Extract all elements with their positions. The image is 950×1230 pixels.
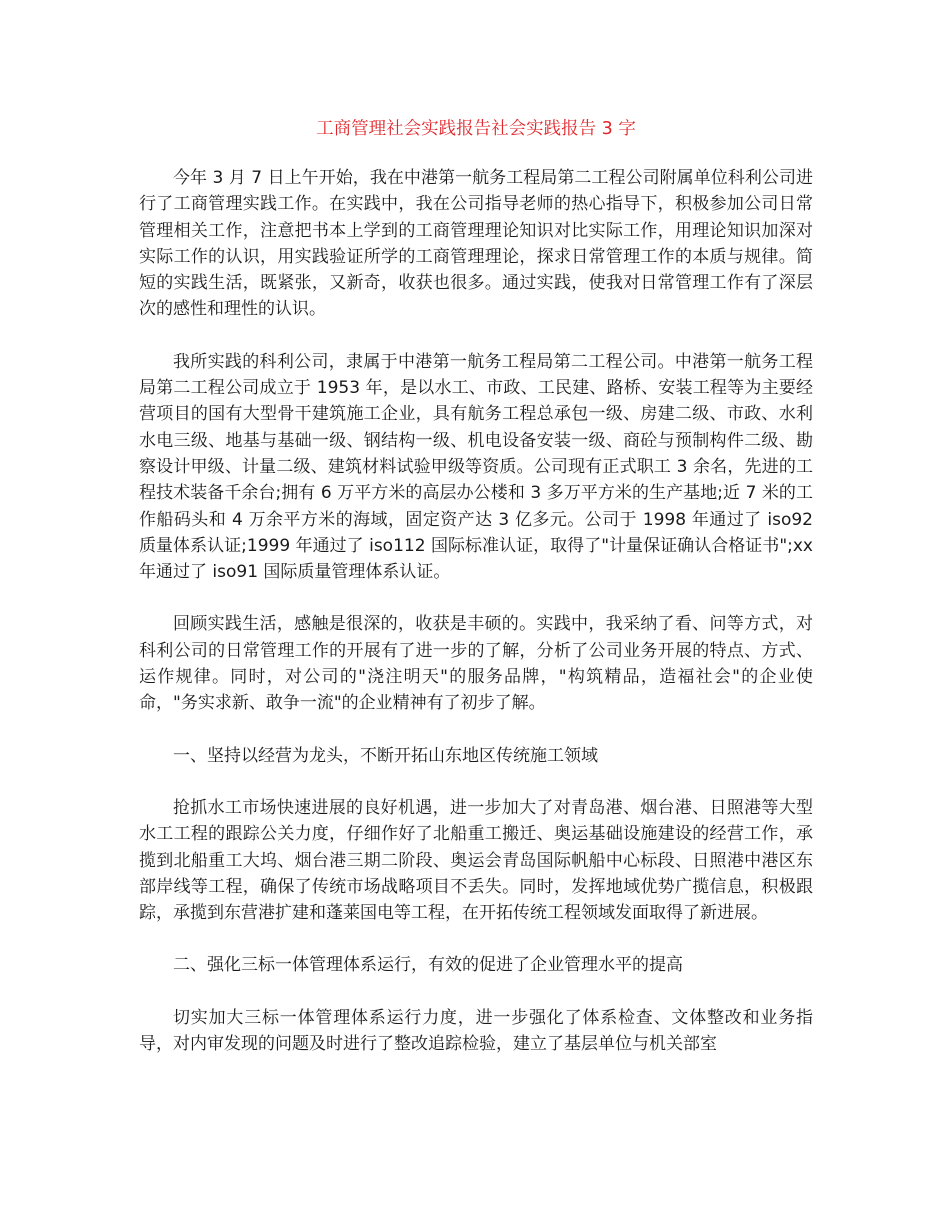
paragraph-intro: 今年 3 月 7 日上午开始，我在中港第一航务工程局第二工程公司附属单位科利公司进行了工商管理实践工作。在实践中，我在公司指导老师的热心指导下，积极参加公司日常管理相关工作，注意把书本上学到的工商管理理论知识对比实际工作，用理论知识加深对实际工作的认识，用实践验证所学的工商管理理论，探求日常管理工作的本质与规律。简短的实践生活，既紧张，又新奇，收获也很多。通过实践，使我对日常管理工作有了深层次的感性和理性的认识。 xyxy=(139,168,813,320)
section-heading-1: 一、坚持以经营为龙头，不断开拓山东地区传统施工领域 xyxy=(173,745,598,766)
paragraph-market: 抢抓水工市场快速进展的良好机遇，进一步加大了对青岛港、烟台港、日照港等大型水工工程的跟踪公关力度，仔细作好了北船重工搬迁、奥运基础设施建设的经营工作，承揽到北船重工大坞、烟台港三期二阶段、奥运会青岛国际帆船中心标段、日照港中港区东部岸线等工程，确保了传统市场战略项目不丢失。同时，发挥地域优势广揽信息，积极跟踪，承揽到东营港扩建和蓬莱国电等工程，在开拓传统工程领域发面取得了新进展。 xyxy=(139,797,813,924)
document-body xyxy=(139,165,813,1083)
document-title: 工商管理社会实践报告社会实践报告 3 字 xyxy=(316,119,636,139)
paragraph-company: 我所实践的科利公司，隶属于中港第一航务工程局第二工程公司。中港第一航务工程局第二工程公司成立于 1953 年，是以水工、市政、工民建、路桥、安装工程等为主要经营项目的国有大型骨干建筑施工企业，具有航务工程总承包一级、房建二级、市政、水利水电三级、地基与基础一级、钢结构一级、机电设备安装一级、商砼与预制构件二级、勘察设计甲级、计量二级、建筑材料试验甲级等资质。公司现有正式职工 3 余名，先进的工程技术装备千余台;拥有 6 万平方米的高层办公楼和 3 多万平方米的生产基地;近 7 米的工作船码头和 4 万余平方米的海域，固定资产达 3 亿多元。公司于 1998 年通过了 iso92 质量体系认证;1999 年通过了 iso112 国际标准认证，取得了"计量保证确认合格证书";xx 年通过了 iso91 国际质量管理体系认证。 xyxy=(139,351,813,583)
paragraph-management: 切实加大三标一体管理体系运行力度，进一步强化了体系检查、文体整改和业务指导，对内审发现的问题及时进行了整改追踪检验，建立了基层单位与机关部室 xyxy=(139,1007,813,1055)
section-heading-2: 二、强化三标一体管理体系运行，有效的促进了企业管理水平的提高 xyxy=(173,955,683,976)
paragraph-review: 回顾实践生活，感触是很深的，收获是丰硕的。实践中，我采纳了看、问等方式，对科利公司的日常管理工作的开展有了进一步的了解，分析了公司业务开展的特点、方式、运作规律。同时，对公司的"浇注明天"的服务品牌，"构筑精品，造福社会"的企业使命，"务实求新、敢争一流"的企业精神有了初步了解。 xyxy=(139,614,813,714)
